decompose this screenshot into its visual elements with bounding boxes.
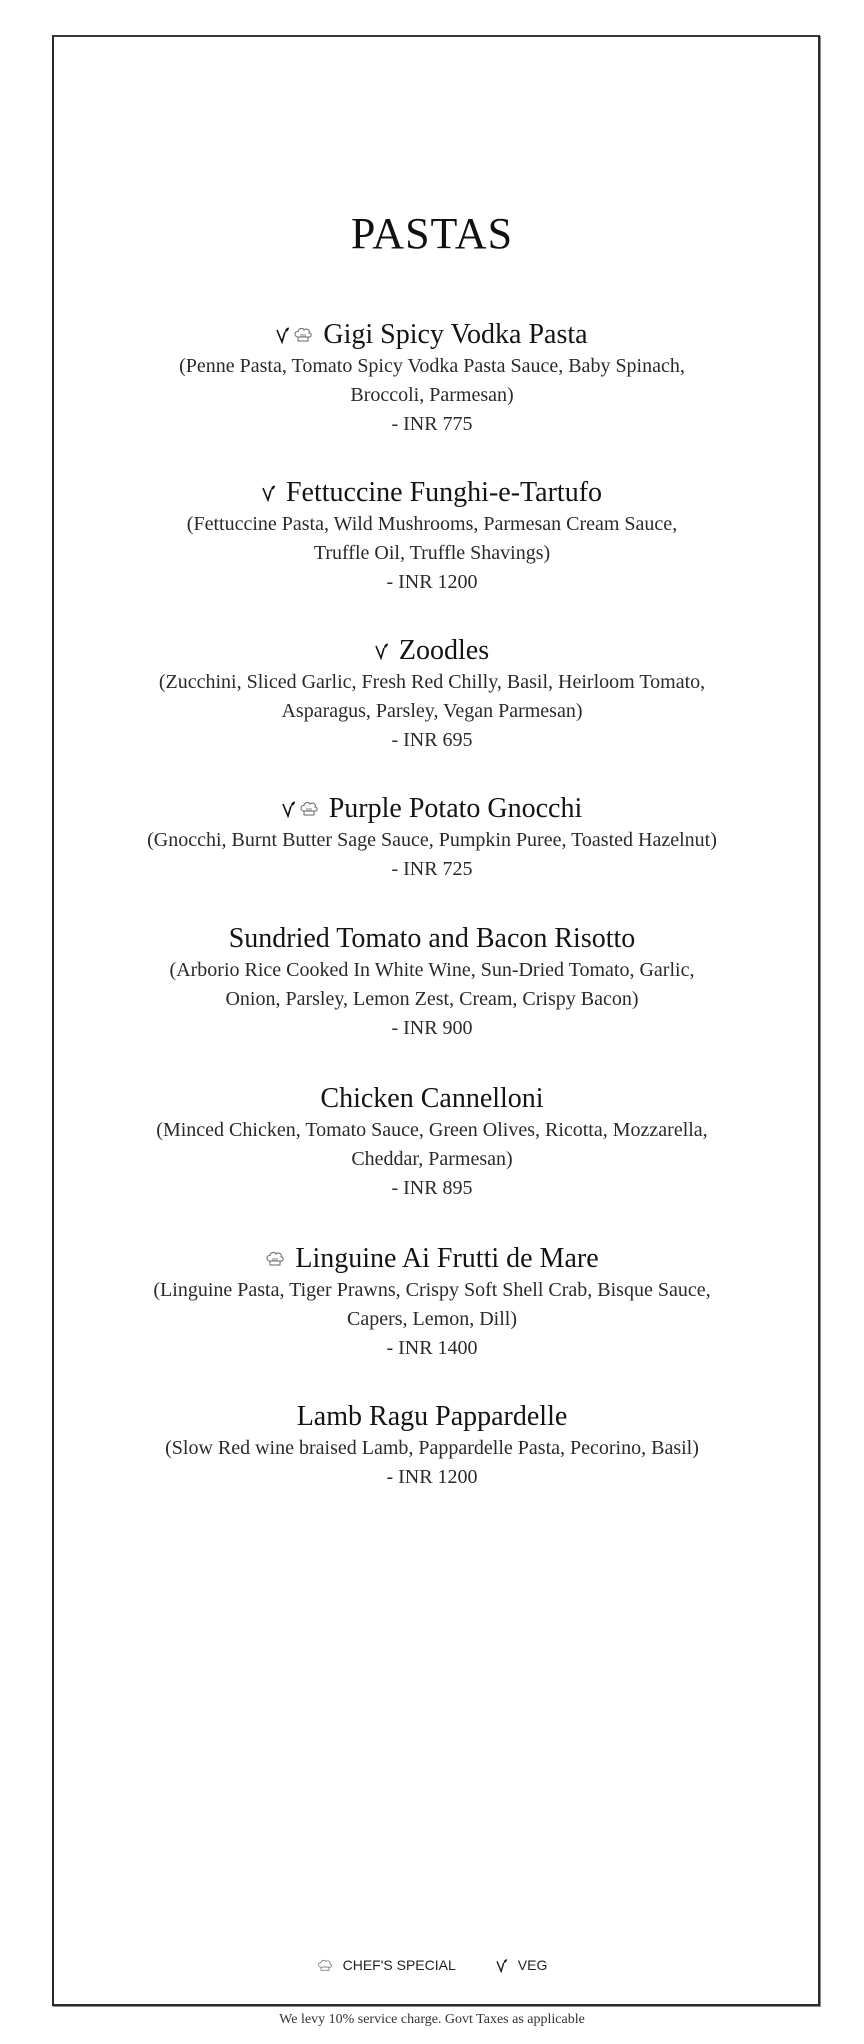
- item-description: (Slow Red wine braised Lamb, Pappardelle Pasta, Pecorino, Basil): [165, 1437, 699, 1459]
- item-description: (Zucchini, Sliced Garlic, Fresh Red Chilly, Basil, Heirloom Tomato, Asparagus, Parsley, Vegan Parmesan): [158, 671, 706, 722]
- service-charge-note: We levy 10% service charge. Govt Taxes as applicable: [279, 2012, 585, 2027]
- item-price: - INR 725: [391, 858, 473, 880]
- menu-item: [0, 476, 864, 597]
- chef-hat-icon: [265, 1251, 285, 1267]
- menu-item: [0, 318, 864, 439]
- item-name: Zoodles: [398, 635, 490, 666]
- menu-item: [0, 634, 864, 755]
- menu-item: [0, 922, 864, 1043]
- chef-hat-icon: [299, 801, 319, 817]
- item-description: (Gnocchi, Burnt Butter Sage Sauce, Pumpkin Puree, Toasted Hazelnut): [147, 829, 717, 851]
- item-price: - INR 695: [391, 729, 473, 751]
- menu-item: [0, 1242, 864, 1363]
- item-name: Lamb Ragu Pappardelle: [296, 1401, 568, 1432]
- legend: [0, 1957, 864, 1973]
- item-description: (Arborio Rice Cooked In White Wine, Sun-Dried Tomato, Garlic, Onion, Parsley, Lemon Zest, Cream, Crispy Bacon): [169, 959, 695, 1010]
- menu-item: [0, 1400, 864, 1492]
- item-price: - INR 1200: [386, 571, 478, 593]
- item-name: Fettuccine Funghi-e-Tartufo: [285, 477, 603, 508]
- legend-veg: [496, 1957, 548, 1973]
- chef-hat-icon: [293, 327, 313, 343]
- legend-veg-label: VEG: [517, 1957, 548, 1973]
- item-price: - INR 775: [391, 413, 473, 435]
- item-price: - INR 1200: [386, 1466, 478, 1488]
- menu-item: [0, 1082, 864, 1203]
- item-name: Purple Potato Gnocchi: [328, 793, 583, 824]
- veg-sprout-icon: [282, 800, 296, 818]
- item-description: (Penne Pasta, Tomato Spicy Vodka Pasta Sauce, Baby Spinach, Broccoli, Parmesan): [179, 355, 685, 406]
- legend-chefs-special: [317, 1957, 456, 1973]
- item-name: Gigi Spicy Vodka Pasta: [323, 319, 588, 350]
- chef-hat-icon: [317, 1959, 333, 1972]
- item-price: - INR 895: [391, 1177, 473, 1199]
- veg-sprout-icon: [276, 326, 290, 344]
- menu-item: [0, 792, 864, 884]
- item-description: (Linguine Pasta, Tiger Prawns, Crispy Soft Shell Crab, Bisque Sauce, Capers, Lemon, Dill): [153, 1279, 711, 1330]
- item-name: Linguine Ai Frutti de Mare: [295, 1243, 599, 1274]
- item-price: - INR 1400: [386, 1337, 478, 1359]
- item-name: Chicken Cannelloni: [320, 1083, 544, 1114]
- item-description: (Minced Chicken, Tomato Sauce, Green Olives, Ricotta, Mozzarella, Cheddar, Parmesan): [156, 1119, 708, 1170]
- legend-chefs-special-label: CHEF'S SPECIAL: [342, 1957, 456, 1973]
- item-name: Sundried Tomato and Bacon Risotto: [228, 923, 636, 954]
- item-price: - INR 900: [391, 1017, 473, 1039]
- item-description: (Fettuccine Pasta, Wild Mushrooms, Parmesan Cream Sauce, Truffle Oil, Truffle Shavings): [186, 513, 678, 564]
- veg-sprout-icon: [496, 1958, 508, 1973]
- veg-sprout-icon: [375, 642, 389, 660]
- section-title: PASTAS: [350, 209, 514, 258]
- veg-sprout-icon: [262, 484, 276, 502]
